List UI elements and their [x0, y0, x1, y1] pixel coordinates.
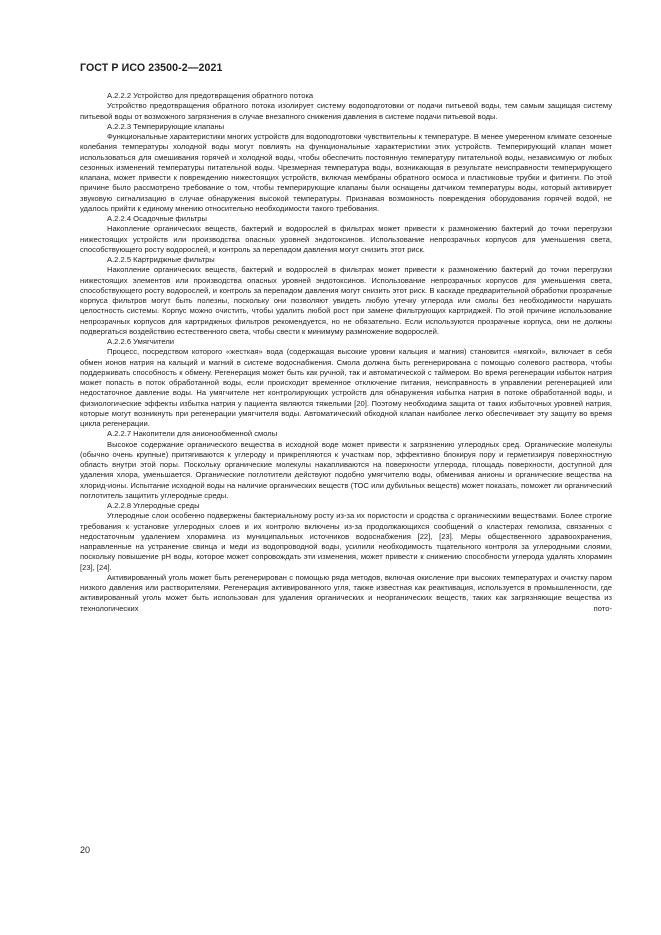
section-heading: А.2.2.6 Умягчители	[107, 337, 174, 346]
document-body	[80, 91, 612, 614]
paragraph: Углеродные слои особенно подвержены бактериальному росту из-за их пористости и сродства с органическими веществами. Более строгие требования к установке углеродных слоев и их контролю включены из-за продолжающихся сообщений о кластерах гемолиза, связанных с недостаточным удалением хлорамина из муниципальных источников водоснабжения [22], [23]. Меры общественного здравоохранения, направленные на устранение свинца и меди из водопроводной воды, усилили необходимость тщательного контроля за углеродными слоями, поскольку повышение pH воды, которое может сопровождать эти изменения, может привести к снижению способности углерода удалять хлорамин [23], [24].	[80, 511, 612, 572]
section-heading: А.2.2.5 Картриджные фильтры	[107, 255, 215, 264]
page-number: 20	[80, 845, 91, 855]
paragraph: Накопление органических веществ, бактерий и водорослей в фильтрах может привести к размножению бактерий до точки перегрузки нижестоящих элементов или производства опасных уровней эндотоксинов. Использование непрозрачных корпусов для уменьшения света, способствующего росту водорослей, и контроль за перепадом давления могут снизить этот риск. В каскаде предварительной обработки прозрачные корпуса фильтров могут быть полезны, поскольку они позволяют увидеть любую утечку углерода или смолы без необходимости нарушать целостность системы. Корпус можно очистить, чтобы удалить любой рост при замене фильтрующих картриджей. По этой причине использование непрозрачных корпусов для картриджных фильтров рекомендуется, но не обязательно. Если используются прозрачные корпуса, они не должны подвергаться воздействию естественного света, чтобы свести к минимуму размножение водорослей.	[80, 265, 612, 336]
section-heading: А.2.2.2 Устройство для предотвращения обратного потока	[107, 91, 314, 100]
paragraph: Процесс, посредством которого «жесткая» вода (содержащая высокие уровни кальция и магния) становится «мягкой», включает в себя обмен ионов натрия на кальций и магний в системе водоснабжения. Смола должна быть регенерирована с помощью солевого раствора, чтобы поддерживать способность к обмену. Регенерация может быть как ручной, так и автоматической с таймером. Во время регенерации избыток натрия может попасть в поток обработанной воды, если происходит временное отключение питания, неисправность в управлении регенерацией или недостаточное давление воды. На умягчителе нет контролирующих устройств для обнаружения избытка натрия в потоке обработанной воды, и физиологические эффекты избытка натрия у пациента являются тяжелыми [20]. Поэтому необходима защита от таких избыточных уровней натрия, которые могут возникнуть при регенерации умягчителя воды. Автоматический обходной клапан наиболее легко обеспечивает эту защиту во время цикла регенерации.	[80, 347, 612, 428]
section-heading: А.2.2.4 Осадочные фильтры	[107, 214, 207, 223]
section-heading: А.2.2.8 Углеродные среды	[107, 501, 200, 510]
section-heading: А.2.2.7 Накопители для анионообменной смолы	[107, 429, 278, 439]
paragraph: Высокое содержание органического вещества в исходной воде может привести к загрязнению углеродных сред. Органические молекулы (обычно очень крупные) притягиваются к углероду и прикрепляются к участкам пор, эффективно блокируя пору и герметизируя поверхностную область внутри этой поры. Поскольку органические молекулы накапливаются на поверхности углерода, площадь поверхности, доступной для удаления хлора, уменьшается. Органические поглотители действуют подобно умягчителю воды, обменивая анионы и органические вещества на хлорид-ионы. Испытание исходной воды на наличие органических веществ (ТОС или дубильных веществ) может показать, поможет ли органический поглотитель защитить углеродные среды.	[80, 439, 612, 500]
paragraph: Активированный уголь может быть регенерирован с помощью ряда методов, включая окисление при высоких температурах и очистку паром низкого давления или растворителями. Регенерация активированного угля, также известная как реактивация, используется в промышленности, где активированный уголь может быть использован для удаления органических и неорганических веществ, таких как загрязняющие вещества из технологических пото-	[80, 572, 612, 613]
paragraph: Устройство предотвращения обратного потока изолирует систему водоподготовки от подачи питьевой воды, тем самым защищая систему питьевой воды от возможного загрязнения в случае внезапного снижения давления в системе подачи питьевой воды.	[80, 101, 612, 121]
paragraph: Функциональные характеристики многих устройств для водоподготовки чувствительны к температуре. В менее умеренном климате сезонные колебания температуры холодной воды могут повлиять на функциональные характеристики этих устройств. Темперирующий клапан может использоваться для смешивания горячей и холодной воды, чтобы обеспечить постоянную температуру питательной воды, независимую от любых сезонных изменений температуры питательной воды. Чрезмерная температура воды, возникающая в результате неисправности темперирующего клапана, может привести к повреждению нижестоящих устройств, включая мембраны обратного осмоса и пластиковые трубки и фитинги. По этой причине было рассмотрено требование о том, чтобы темперирующие клапаны были оснащены датчиком температуры воды, который активирует звуковую сигнализацию в случае обнаружения высокой температуры. Признавая возможность повреждения оборудования горячей водой, не удалось прийти к единому мнению относительно необходимости такого требования.	[80, 132, 612, 213]
paragraph: Накопление органических веществ, бактерий и водорослей в фильтрах может привести к размножению бактерий до точки перегрузки нижестоящих устройств или производства опасных уровней эндотоксинов. Использование непрозрачных корпусов для уменьшения света, способствующего росту водорослей, и контроль за перепадом давления могут снизить этот риск.	[80, 224, 612, 254]
section-heading: А.2.2.3 Темперирующие клапаны	[107, 121, 225, 131]
document-header: ГОСТ Р ИСО 23500-2—2021	[80, 62, 223, 74]
